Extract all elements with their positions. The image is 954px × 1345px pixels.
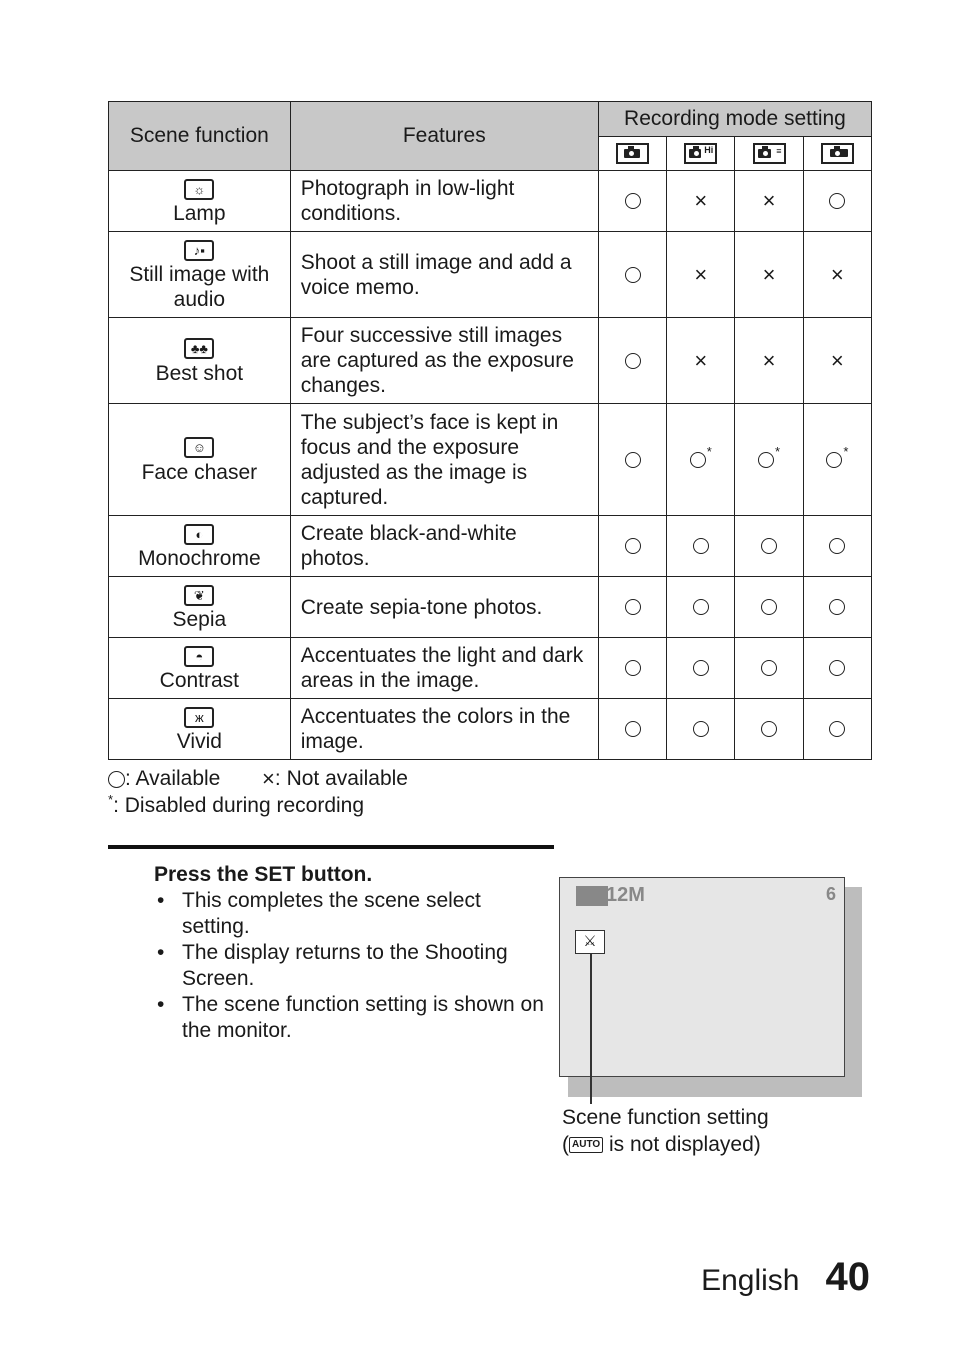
mic-camera-icon: ♪▪ <box>184 240 214 261</box>
table-row <box>109 171 872 232</box>
feature-text: Create sepia-tone photos. <box>290 577 598 638</box>
legend <box>108 765 408 819</box>
scene-name: Face chaser <box>141 460 258 484</box>
not-available-mark: × <box>762 261 776 287</box>
step-heading: Press the SET button. <box>154 863 373 886</box>
available-mark <box>693 660 709 676</box>
not-available-mark: × <box>694 261 708 287</box>
butterfly-icon: ж <box>184 707 214 728</box>
recording-disabled-star: * <box>706 443 712 459</box>
table-row <box>109 318 872 404</box>
monitor-caption: Scene function setting ( AUTO is not displayed) <box>562 1106 769 1156</box>
header-recording-mode: Recording mode setting <box>598 102 871 137</box>
resolution-indicator: 12M <box>606 884 645 906</box>
legend-available: : Available <box>125 767 221 790</box>
feature-text: Photograph in low-light conditions. <box>290 171 598 232</box>
shots-remaining: 6 <box>825 884 836 904</box>
available-mark <box>625 660 641 676</box>
available-mark <box>625 452 641 468</box>
available-mark <box>625 193 641 209</box>
callout-line <box>590 954 592 1104</box>
feature-text: The subject’s face is kept in focus and the exposure adjusted as the image is captured. <box>290 404 598 516</box>
contrast-icon: ◓ <box>184 646 214 667</box>
header-features: Features <box>290 102 598 171</box>
available-mark <box>829 599 845 615</box>
available-mark <box>761 599 777 615</box>
lamp-icon: ☼ <box>184 179 214 200</box>
table-row <box>109 232 872 318</box>
scene-name: Still image with audio <box>129 263 270 311</box>
header-scene-function: Scene function <box>109 102 291 171</box>
recording-disabled-star: * <box>775 443 781 459</box>
list-item: • The scene function setting is shown on the monitor. <box>157 993 544 1042</box>
available-mark <box>758 452 774 468</box>
page-number: 40 <box>825 1255 870 1299</box>
legend-not-available: : Not available <box>274 767 408 790</box>
mode-col-video <box>803 137 871 171</box>
available-mark <box>108 771 125 788</box>
camera-hi-icon: Hi <box>684 143 717 164</box>
language-label: English <box>701 1264 800 1297</box>
available-mark <box>693 538 709 554</box>
scene-name: Contrast <box>159 669 240 692</box>
table-row <box>109 404 872 516</box>
instruction-step <box>154 862 544 1044</box>
table-row <box>109 577 872 638</box>
scene-name: Lamp <box>173 202 226 225</box>
available-mark <box>829 193 845 209</box>
table-row <box>109 699 872 760</box>
face-icon: ☺ <box>184 437 214 458</box>
list-item: • This completes the scene select setting. <box>157 889 481 938</box>
available-mark <box>625 353 641 369</box>
available-mark <box>761 660 777 676</box>
mode-col-burst <box>735 137 803 171</box>
legend-star: * <box>108 792 114 807</box>
mode-col-hi <box>667 137 735 171</box>
scene-name: Monochrome <box>138 547 261 570</box>
available-mark <box>829 538 845 554</box>
scene-name: Sepia <box>172 608 227 631</box>
feature-text: Four successive still images are captured as the exposure changes. <box>290 318 598 404</box>
available-mark <box>829 660 845 676</box>
available-mark <box>625 721 641 737</box>
feature-text: Shoot a still image and add a voice memo. <box>290 232 598 318</box>
sports-scene-icon: ⚔ <box>575 930 605 954</box>
available-mark <box>625 538 641 554</box>
available-mark <box>625 267 641 283</box>
scene-name: Vivid <box>176 730 222 753</box>
not-available-mark: × <box>262 766 275 792</box>
recording-disabled-star: * <box>843 443 849 459</box>
available-mark <box>829 721 845 737</box>
available-mark <box>826 452 842 468</box>
scene-name: Best shot <box>155 361 244 385</box>
not-available-mark: × <box>694 188 708 214</box>
available-mark <box>690 452 706 468</box>
legend-disabled: : Disabled during recording <box>113 794 365 817</box>
not-available-mark: × <box>830 261 844 287</box>
camera-still-icon <box>616 143 649 164</box>
page-footer <box>701 1255 870 1300</box>
feature-text: Create black-and-white photos. <box>290 516 598 577</box>
section-divider <box>108 845 554 849</box>
feature-text: Accentuates the light and dark areas in the image. <box>290 638 598 699</box>
half-circle-icon: ◐ <box>184 524 214 545</box>
step-bullets <box>154 888 544 1044</box>
scene-function-table <box>108 101 872 760</box>
table-row <box>109 638 872 699</box>
video-icon <box>821 143 854 164</box>
available-mark <box>761 538 777 554</box>
leaf-icon: ❦ <box>184 585 214 606</box>
feature-text: Accentuates the colors in the image. <box>290 699 598 760</box>
best-shot-icon: ♣♣ <box>184 338 214 359</box>
auto-icon: AUTO <box>569 1137 603 1153</box>
not-available-mark: × <box>762 347 776 373</box>
available-mark <box>693 599 709 615</box>
available-mark <box>693 721 709 737</box>
not-available-mark: × <box>762 188 776 214</box>
list-item: • The display returns to the Shooting Screen. <box>157 941 508 990</box>
not-available-mark: × <box>694 347 708 373</box>
available-mark <box>761 721 777 737</box>
camera-burst-icon: ≡ <box>753 143 786 164</box>
camera-mode-icon <box>576 886 608 906</box>
table-row <box>109 516 872 577</box>
available-mark <box>625 599 641 615</box>
camera-monitor <box>559 877 845 1077</box>
mode-col-still <box>598 137 666 171</box>
not-available-mark: × <box>830 347 844 373</box>
